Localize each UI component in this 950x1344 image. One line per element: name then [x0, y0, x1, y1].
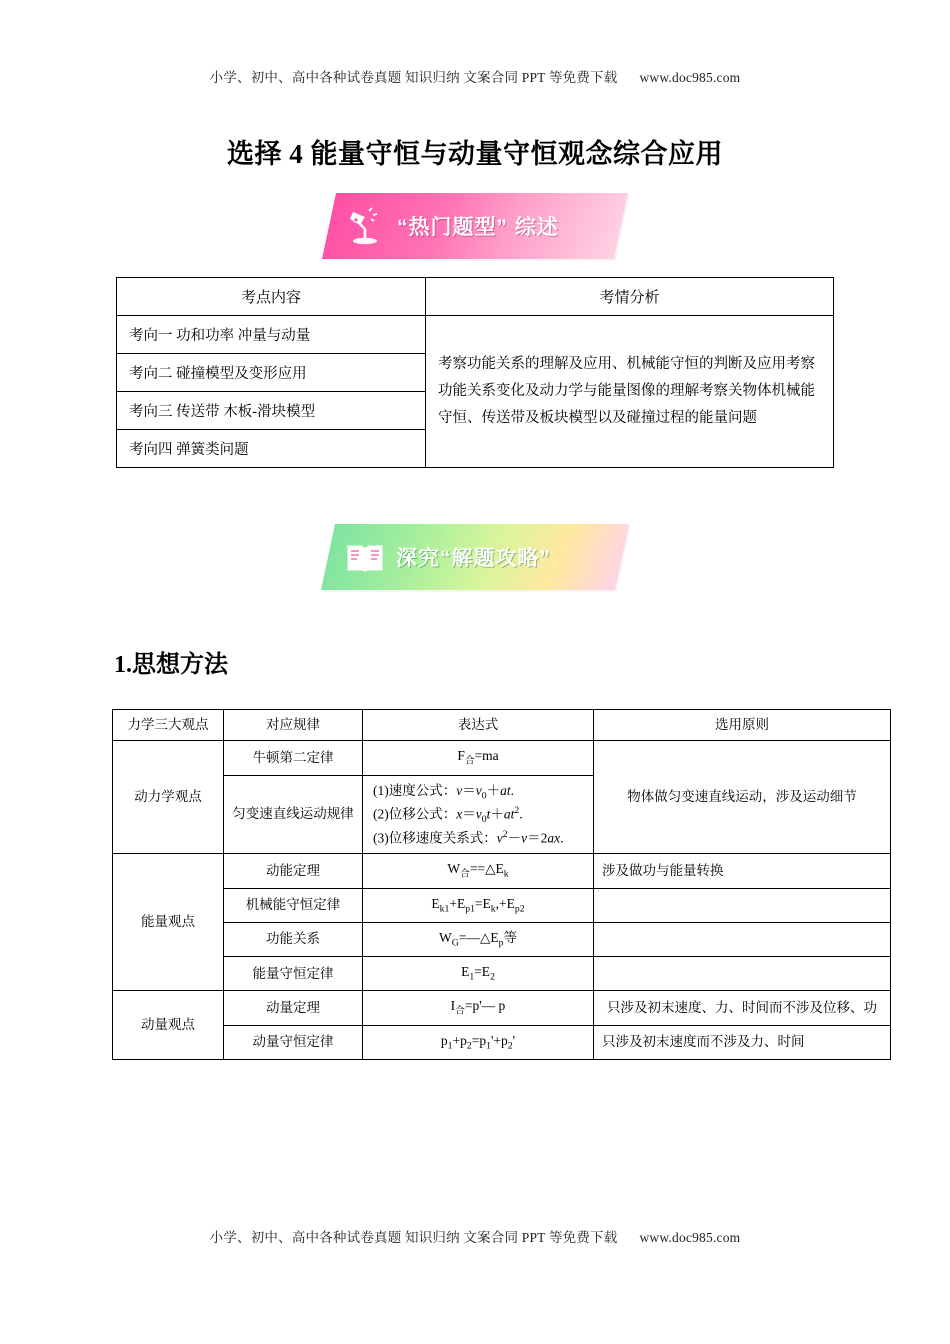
- table-row: [113, 741, 891, 775]
- header-url: www.doc985.com: [639, 70, 741, 85]
- mechanics-viewpoints-table: [112, 709, 891, 1060]
- expr-line-velocity: (1)速度公式：$v=v_0+at$.: [373, 782, 514, 802]
- law-momentum-theorem: 动量定理: [224, 991, 363, 1025]
- table-row: [117, 316, 834, 354]
- expr-uniform-accel: [363, 775, 594, 854]
- law-uniform-accel: 匀变速直线运动规律: [224, 775, 363, 854]
- table-row: [113, 957, 891, 991]
- header-watermark: [112, 0, 838, 86]
- section-title-text: 思想方法: [132, 652, 228, 678]
- table-row: [113, 991, 891, 1025]
- exam-analysis-text: 考察功能关系的理解及应用、机械能守恒的判断及应用考察功能关系变化及动力学与能量图像的理解考察关物体机械能守恒、传送带及板块模型以及碰撞过程的能量问题: [426, 316, 834, 468]
- expr-mechanical-energy-conservation: $E_{k1}+E_{p1}=E_k,+E_{p2}$: [363, 888, 594, 922]
- open-book-icon: [342, 534, 388, 580]
- law-energy-conservation: 能量守恒定律: [224, 957, 363, 991]
- law-kinetic-energy-theorem: 动能定理: [224, 854, 363, 888]
- banner-hot-topic-wrap: [112, 193, 838, 259]
- banner-strategy-label: 深究“解题攻略”: [396, 547, 551, 570]
- law-newton-second: 牛顿第二定律: [224, 741, 363, 775]
- law-work-energy-relation: 功能关系: [224, 922, 363, 956]
- principle-empty-3: [594, 957, 891, 991]
- footer-note-text: 小学、初中、高中各种试卷真题 知识归纳 文案合同 PPT 等免费下载: [209, 1230, 618, 1245]
- col-header-expression: 表达式: [363, 710, 594, 741]
- section-heading: [114, 644, 838, 679]
- banner-hot-topic-label: “热门题型” 综述: [397, 216, 559, 239]
- exam-points-table: [116, 277, 834, 468]
- banner-strategy-wrap: [112, 524, 838, 590]
- table-header-row: [117, 278, 834, 316]
- expr-line-displacement: (2)位移公式：$x=v_0t+at^2$.: [373, 804, 523, 825]
- law-momentum-conservation: 动量守恒定律: [224, 1025, 363, 1059]
- footer-watermark: [0, 1226, 950, 1246]
- expr-momentum-conservation: $p_1+p_2=p_1'+p_2'$: [363, 1025, 594, 1059]
- principle-dynamics: 物体做匀变速直线运动，涉及运动细节: [594, 741, 891, 854]
- viewpoint-dynamics: 动力学观点: [113, 741, 224, 854]
- table-row: [113, 854, 891, 888]
- principle-empty-1: [594, 888, 891, 922]
- principle-momentum-conservation: 只涉及初末速度而不涉及力、时间: [594, 1025, 891, 1059]
- table-row: [113, 922, 891, 956]
- expr-newton-second: $F_合=ma$: [363, 741, 594, 775]
- principle-energy: 涉及做功与能量转换: [594, 854, 891, 888]
- table-row: [113, 888, 891, 922]
- header-note-text: 小学、初中、高中各种试卷真题 知识归纳 文案合同 PPT 等免费下载: [209, 70, 618, 85]
- law-mechanical-energy-conservation: 机械能守恒定律: [224, 888, 363, 922]
- exam-point-1: 考向一 功和功率 冲量与动量: [117, 316, 426, 354]
- exam-point-2: 考向二 碰撞模型及变形应用: [117, 354, 426, 392]
- principle-momentum-theorem: 只涉及初末速度、力、时间而不涉及位移、功: [594, 991, 891, 1025]
- table-header-row: [113, 710, 891, 741]
- section-number: 1.: [114, 652, 132, 678]
- col-header-law: 对应规律: [224, 710, 363, 741]
- viewpoint-energy: 能量观点: [113, 854, 224, 991]
- expr-momentum-theorem: $I_合=p'—$ p: [363, 991, 594, 1025]
- exam-point-4: 考向四 弹簧类问题: [117, 430, 426, 468]
- exam-point-3: 考向三 传送带 木板-滑块模型: [117, 392, 426, 430]
- expr-line-velocity-displacement: (3)位移速度关系式：$v^2-v=2ax$.: [373, 828, 564, 846]
- expr-kinetic-energy-theorem: $W_合==\triangle E_k$: [363, 854, 594, 888]
- principle-empty-2: [594, 922, 891, 956]
- desk-lamp-icon: [343, 203, 389, 249]
- banner-strategy: [321, 524, 629, 590]
- footer-url: www.doc985.com: [639, 1230, 741, 1245]
- col-header-analysis: 考情分析: [426, 278, 834, 316]
- col-header-points: 考点内容: [117, 278, 426, 316]
- viewpoint-momentum: 动量观点: [113, 991, 224, 1060]
- expr-energy-conservation: $E_1=E_2$: [363, 957, 594, 991]
- page-title: 选择 4 能量守恒与动量守恒观念综合应用: [227, 139, 723, 169]
- table-row: [113, 1025, 891, 1059]
- col-header-viewpoint: 力学三大观点: [113, 710, 224, 741]
- col-header-principle: 选用原则: [594, 710, 891, 741]
- expr-work-energy-relation: $W_G=—\triangle E_p$等: [363, 922, 594, 956]
- banner-hot-topic: [322, 193, 628, 259]
